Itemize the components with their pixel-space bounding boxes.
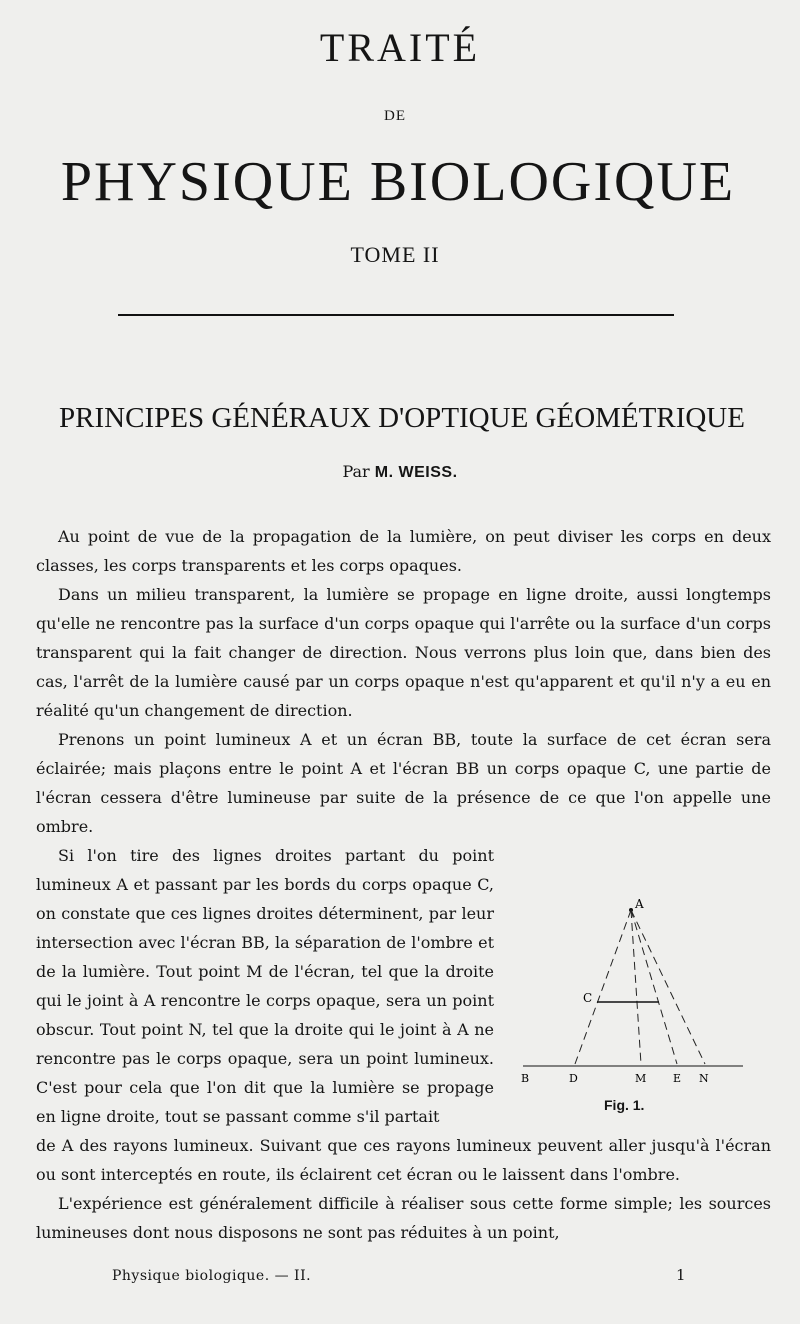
byline-prefix: Par bbox=[342, 462, 370, 481]
paragraph: Prenons un point lumineux A et un écran BB, toute la surface de cet écran sera éclairée; mais plaçons entre le point A et l'écran BB un corps opaque C, une partie de l'écran cessera d'être lumineuse par suite de la présence de ce que l'on appelle une ombre. bbox=[36, 730, 771, 836]
label-c: C bbox=[583, 991, 593, 1005]
label-m: M bbox=[635, 1072, 647, 1085]
page-number: 1 bbox=[676, 1266, 686, 1284]
label-b: B bbox=[521, 1072, 530, 1085]
paragraph: L'expérience est généralement difficile à réaliser sous cette forme simple; les sources lumineuses dont nous disposons ne sont pas réduites à un point, bbox=[36, 1194, 771, 1242]
byline bbox=[0, 462, 800, 482]
paragraph-continued: de A des rayons lumineux. Suivant que ces rayons lumineux peuvent aller jusqu'à l'écran ou sont interceptés en route, ils éclairent cet écran ou le laissent dans l'ombre. bbox=[36, 1136, 771, 1184]
section-title: PRINCIPES GÉNÉRAUX D'OPTIQUE GÉOMÉTRIQUE bbox=[59, 402, 745, 434]
title-rule bbox=[118, 314, 674, 316]
figure-caption: Fig. 1. bbox=[604, 1097, 645, 1113]
ray-n bbox=[631, 910, 705, 1064]
ray-d bbox=[575, 910, 631, 1064]
title-de: DE bbox=[384, 108, 406, 124]
label-a: A bbox=[635, 897, 644, 911]
label-n: N bbox=[699, 1072, 709, 1085]
title-tome: TOME II bbox=[350, 242, 440, 267]
label-d: D bbox=[569, 1072, 578, 1085]
ray-m bbox=[631, 910, 641, 1064]
label-e: E bbox=[673, 1072, 682, 1085]
figure-shadow-diagram bbox=[515, 892, 755, 1092]
author-name: M. WEISS. bbox=[374, 464, 458, 481]
paragraph: Au point de vue de la propagation de la lumière, on peut diviser les corps en deux classes, les corps transparents et les corps opaques. bbox=[36, 527, 771, 575]
paragraph-wrapped: Si l'on tire des lignes droites partant du point lumineux A et passant par les bords du corps opaque C, on constate que ces lignes droites déterminent, par leur intersection avec l'écran BB, la séparation de l'ombre et de la lumière. Tout point M de l'écran, tel que la droite qui le joint à A rencontre le corps opaque, sera un point obscur. Tout point N, tel que la droite qui le joint à A ne rencontre pas le corps opaque, sera un point lumineux. C'est pour cela que l'on dit que la lumière se propage en ligne droite, tout se passant comme s'il partait bbox=[36, 846, 494, 1126]
ray-e bbox=[631, 910, 677, 1064]
title-main: PHYSIQUE BIOLOGIQUE bbox=[60, 151, 736, 213]
body-text bbox=[36, 522, 771, 1247]
paragraph: Dans un milieu transparent, la lumière se propage en ligne droite, aussi longtemps qu'elle ne rencontre pas la surface d'un corps opaque qui l'arrête ou la surface d'un corps transparent qui la fait changer de direction. Nous verrons plus loin que, dans bien des cas, l'arrêt de la lumière causé par un corps opaque n'est qu'apparent et qu'il n'y a eu en réalité qu'un changement de direction. bbox=[36, 585, 771, 720]
title-traite: TRAITÉ bbox=[319, 25, 481, 70]
running-footer: Physique biologique. — II. bbox=[112, 1268, 312, 1284]
